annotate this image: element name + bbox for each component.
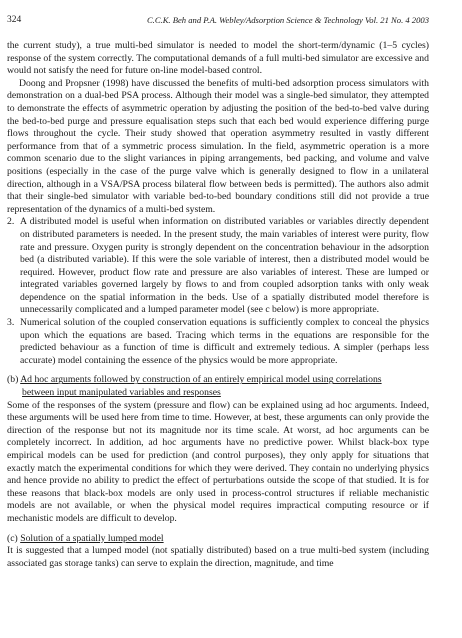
numbered-list bbox=[7, 216, 429, 367]
section-c-label: (c) bbox=[7, 532, 18, 544]
section-b bbox=[7, 374, 429, 525]
list-item-number: 2. bbox=[7, 216, 15, 228]
section-b-heading-line2: between input manipulated variables and responses bbox=[22, 387, 221, 399]
paragraph-continuation: the current study), a true multi-bed simulator is needed to model the short-term/dynamic (1–5 cycles) response of the system correctly. The computational demands of a full multi-bed simulator are excessive and would not satisfy the need for future on-line model-based control. bbox=[7, 40, 429, 77]
section-c-body: It is suggested that a lumped model (not spatially distributed) based on a true multi-bed system (including associated gas storage tanks) can serve to explain the direction, magnitude, and time bbox=[7, 545, 429, 569]
list-item-number: 3. bbox=[7, 317, 15, 329]
section-c-heading bbox=[7, 533, 429, 546]
section-c-heading-text: Solution of a spatially lumped model bbox=[20, 532, 164, 544]
list-item bbox=[7, 317, 429, 367]
list-item-text: Numerical solution of the coupled conservation equations is sufficiently complex to conceal the physics upon which the equations are based. Tracing which terms in the equations are responsible for the predicted behaviour as a function of time is difficult and extremely tedious. A simpler (perhaps less accurate) model containing the essence of the physics would be more appropriate. bbox=[20, 317, 429, 366]
section-b-body: Some of the responses of the system (pressure and flow) can be explained using ad hoc arguments. Indeed, these arguments will be used here from time to time. However, at best, these arguments can only provide the direction of the response but not its magnitude nor its time scale. At worst, ad hoc arguments can be completely incorrect. In addition, ad hoc arguments have no predictive power. Whilst black-box type empirical models can be used for prediction (and control purposes), they only apply for situations that exactly match the experimental conditions for which they were derived. They contain no underlying physics and hence provide no ability to predict the effect of perturbations outside the scope of that studied. It is for these reasons that black-box models are only used in process-control structures if reliable mechanistic models are not available, or when the physical model requires impractical computing resource or if mechanistic models are difficult to develop. bbox=[7, 399, 429, 524]
section-b-heading-line1: Ad hoc arguments followed by construction of an entirely empirical model using correlations bbox=[20, 374, 382, 386]
list-item bbox=[7, 216, 429, 317]
section-b-label: (b) bbox=[7, 374, 19, 386]
section-c bbox=[7, 533, 429, 571]
page-header bbox=[0, 14, 462, 28]
paragraph-doong-propsner: Doong and Propsner (1998) have discussed the benefits of multi-bed adsorption process simulators with demonstration on a dual-bed PSA process. Although their model was a single-bed simulator, they attempted to demonstrate the effects of asymmetric operation by adjusting the position of the bed-to-bed valve during the bed-to-bed purge and pressure equalisation steps such that each bed would experience differing purge flows throughout the cycle. Their study showed that operation asymmetry resulted in vastly different performance from that of a symmetric process simulation. In the field, asymmetric operation is a more common scenario due to the slight variances in piping arrangements, bed packing, and volume and valve positions (especially in the case of the purge valve which is generally designed to flow in a unilateral direction, although in a VSA/PSA process bilateral flow between beds is permitted). The authors also admit that their single-bed simulator with variable bed-to-bed boundary conditions still did not provide a true representation of the dynamics of a multi-bed system. bbox=[7, 77, 429, 215]
running-head: C.C.K. Beh and P.A. Webley/Adsorption Science & Technology Vol. 21 No. 4 2003 bbox=[146, 15, 429, 25]
list-item-text: A distributed model is useful when information on distributed variables or variables directly dependent on distributed parameters is needed. In the present study, the main variables of interest were purity, flow rate and pressure. Oxygen purity is strongly dependent on the concentration behaviour in the adsorption bed (a distributed variable). If this were the sole variable of interest, then a distributed model would be required. However, product flow rate and pressure are also variables of interest. These are lumped or integrated variables governed largely by flows to and from coupled adsorption tanks with only weak dependence on the spatial information in the beds. Use of a spatially distributed model therefore is unnecessarily complicated and a lumped parameter model (see c below) is more appropriate. bbox=[20, 216, 429, 316]
body-text bbox=[7, 40, 429, 570]
section-b-heading bbox=[7, 374, 429, 399]
page-number: 324 bbox=[7, 15, 22, 25]
